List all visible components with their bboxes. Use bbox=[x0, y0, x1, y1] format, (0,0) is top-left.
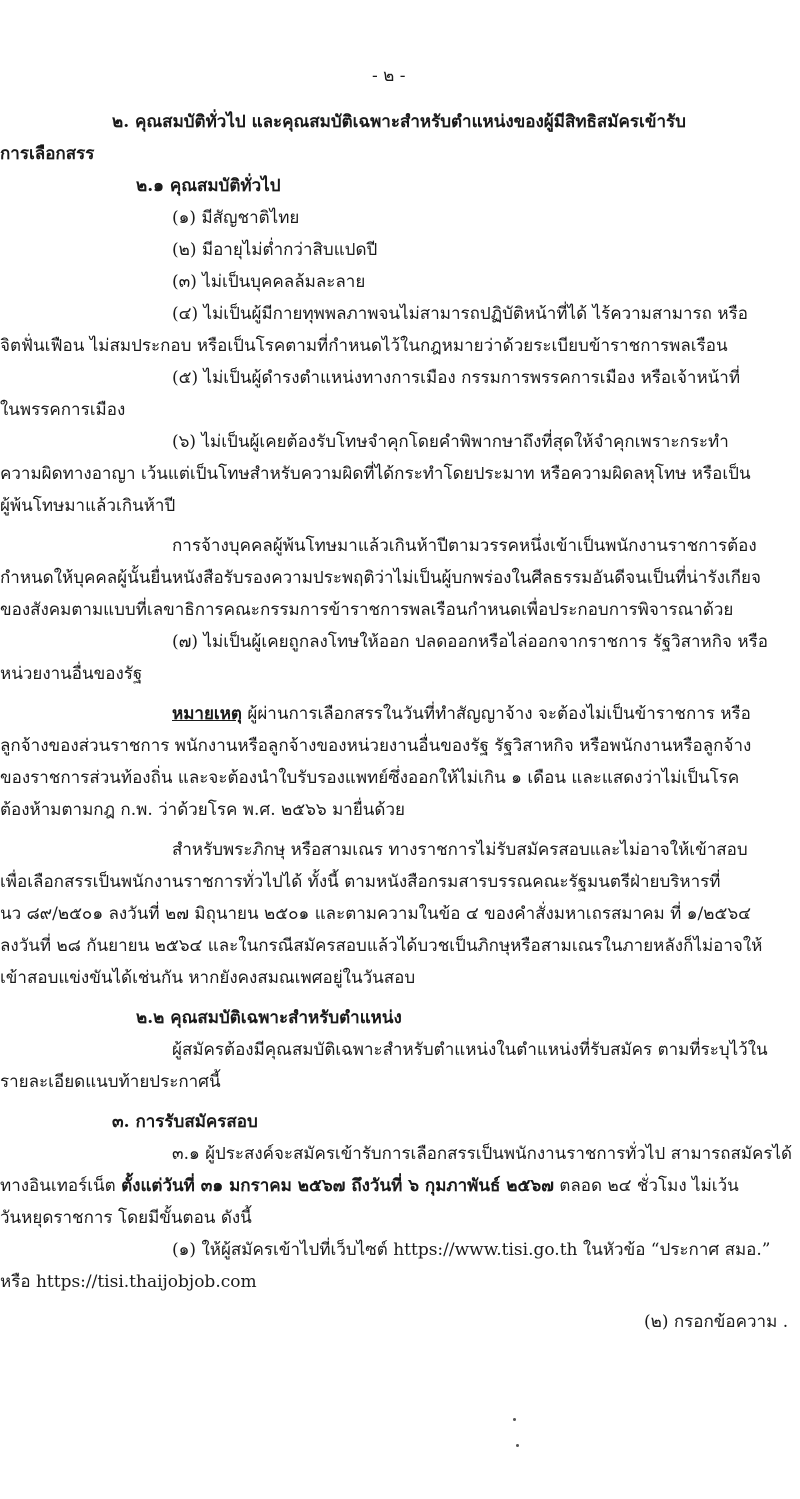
heading-2-line2: การเลือกสรร bbox=[0, 144, 95, 164]
remark-line3: ของราชการส่วนท้องถิ่น และจะต้องนำใบรับรองแพทย์ซึ่งออกให้ไม่เกิน ๑ เดือน และแสดงว่าไม่เป็นโรค bbox=[0, 768, 740, 788]
monk-note-line5: เข้าสอบแข่งขันได้เช่นกัน หากยังคงสมณเพศอยู่ในวันสอบ bbox=[0, 968, 416, 988]
employment-note-line3: ของสังคมตามแบบที่เลขาธิการคณะกรรมการข้าราชการพลเรือนกำหนดเพื่อประกอบการพิจารณาด้วย bbox=[0, 600, 734, 620]
qualification-item-5-line2: ในพรรคการเมือง bbox=[0, 400, 126, 420]
monk-note-line1: สำหรับพระภิกษุ หรือสามเณร ทางราชการไม่รับสมัครสอบและไม่อาจให้เข้าสอบ bbox=[172, 840, 748, 860]
step-1-line1: (๑) ให้ผู้สมัครเข้าไปที่เว็บไซต์ https://www.tisi.go.th ในหัวข้อ “ประกาศ สมอ.” bbox=[172, 1240, 771, 1260]
section-3-title: ๓. การรับสมัครสอบ bbox=[112, 1112, 258, 1132]
qualification-item-1: (๑) มีสัญชาติไทย bbox=[172, 208, 300, 228]
application-period: ตั้งแต่วันที่ ๓๑ มกราคม ๒๕๖๗ ถึงวันที่ ๖ กุมภาพันธ์ ๒๕๖๗ bbox=[121, 1176, 554, 1196]
employment-note-line1: การจ้างบุคคลผู้พ้นโทษมาแล้วเกินห้าปีตามวรรคหนึ่งเข้าเป็นพนักงานราชการต้อง bbox=[172, 536, 757, 556]
remark-line1 bbox=[172, 702, 751, 726]
section-3-line2 bbox=[0, 1174, 739, 1198]
qualification-item-2: (๒) มีอายุไม่ต่ำกว่าสิบแปดปี bbox=[172, 240, 378, 260]
step-1-line2: หรือ https://tisi.thaijobjob.com bbox=[0, 1272, 257, 1292]
section-3-line1: ๓.๑ ผู้ประสงค์จะสมัครเข้ารับการเลือกสรรเป็นพนักงานราชการทั่วไป สามารถสมัครได้ bbox=[172, 1144, 792, 1164]
qualification-item-3: (๓) ไม่เป็นบุคคลล้มละลาย bbox=[172, 272, 366, 292]
heading-2-line1: ๒. คุณสมบัติทั่วไป และคุณสมบัติเฉพาะสำหรับตำแหน่งของผู้มีสิทธิสมัครเข้ารับ bbox=[112, 112, 686, 132]
section-2-2-line2: รายละเอียดแนบท้ายประกาศนี้ bbox=[0, 1072, 221, 1092]
page-number: - ๒ - bbox=[372, 66, 406, 86]
qualification-item-7-line1: (๗) ไม่เป็นผู้เคยถูกลงโทษให้ออก ปลดออกหรือไล่ออกจากราชการ รัฐวิสาหกิจ หรือ bbox=[172, 632, 768, 652]
qualification-item-4-line1: (๔) ไม่เป็นผู้มีกายทุพพลภาพจนไม่สามารถปฏิบัติหน้าที่ได้ ไร้ความสามารถ หรือ bbox=[172, 304, 748, 324]
continuation-text: (๒) กรอกข้อความ . bbox=[644, 1312, 789, 1332]
qualification-item-5-line1: (๕) ไม่เป็นผู้ดำรงตำแหน่งทางการเมือง กรรมการพรรคการเมือง หรือเจ้าหน้าที่ bbox=[172, 368, 741, 388]
monk-note-line2: เพื่อเลือกสรรเป็นพนักงานราชการทั่วไปได้ ทั้งนี้ ตามหนังสือกรมสารบรรณคณะรัฐมนตรีฝ่ายบริหารที่ bbox=[0, 872, 721, 892]
scan-speck bbox=[516, 1444, 519, 1447]
section-2-1-title: ๒.๑ คุณสมบัติทั่วไป bbox=[136, 176, 281, 196]
section-3-line2-start: ทางอินเทอร์เน็ต bbox=[0, 1176, 122, 1196]
section-3-line3: วันหยุดราชการ โดยมีขั้นตอน ดังนี้ bbox=[0, 1208, 252, 1228]
remark-line1-text: ผู้ผ่านการเลือกสรรในวันที่ทำสัญญาจ้าง จะต้องไม่เป็นข้าราชการ หรือ bbox=[241, 704, 751, 724]
section-3-line2-end: ตลอด ๒๔ ชั่วโมง ไม่เว้น bbox=[553, 1176, 739, 1196]
remark-line4: ต้องห้ามตามกฎ ก.พ. ว่าด้วยโรค พ.ศ. ๒๕๖๖ มายื่นด้วย bbox=[0, 800, 405, 820]
qualification-item-4-line2: จิตฟั่นเฟือน ไม่สมประกอบ หรือเป็นโรคตามที่กำหนดไว้ในกฎหมายว่าด้วยระเบียบข้าราชการพลเรือน bbox=[0, 336, 728, 356]
scan-speck bbox=[513, 1418, 516, 1421]
remark-line2: ลูกจ้างของส่วนราชการ พนักงานหรือลูกจ้างของหน่วยงานอื่นของรัฐ รัฐวิสาหกิจ หรือพนักงานหรือลูกจ้าง bbox=[0, 736, 752, 756]
section-2-2-line1: ผู้สมัครต้องมีคุณสมบัติเฉพาะสำหรับตำแหน่งในตำแหน่งที่รับสมัคร ตามที่ระบุไว้ใน bbox=[172, 1040, 768, 1060]
monk-note-line3: นว ๘๙/๒๕๐๑ ลงวันที่ ๒๗ มิถุนายน ๒๕๐๑ และตามความในข้อ ๔ ของคำสั่งมหาเถรสมาคม ที่ ๑/๒๕๖๔ bbox=[0, 904, 751, 924]
qualification-item-6-line2: ความผิดทางอาญา เว้นแต่เป็นโทษสำหรับความผิดที่ได้กระทำโดยประมาท หรือความผิดลหุโทษ หรือเป็น bbox=[0, 464, 751, 484]
employment-note-line2: กำหนดให้บุคคลผู้นั้นยื่นหนังสือรับรองความประพฤติว่าไม่เป็นผู้บกพร่องในศีลธรรมอันดีจนเป็นที่น่ารังเกียจ bbox=[0, 568, 761, 588]
qualification-item-6-line1: (๖) ไม่เป็นผู้เคยต้องรับโทษจำคุกโดยคำพิพากษาถึงที่สุดให้จำคุกเพราะกระทำ bbox=[172, 432, 729, 452]
qualification-item-7-line2: หน่วยงานอื่นของรัฐ bbox=[0, 664, 143, 684]
remark-label: หมายเหตุ bbox=[172, 704, 242, 724]
section-2-2-title: ๒.๒ คุณสมบัติเฉพาะสำหรับตำแหน่ง bbox=[136, 1008, 402, 1028]
monk-note-line4: ลงวันที่ ๒๘ กันยายน ๒๕๖๔ และในกรณีสมัครสอบแล้วได้บวชเป็นภิกษุหรือสามเณรในภายหลังก็ไม่อาจให้ bbox=[0, 936, 763, 956]
qualification-item-6-line3: ผู้พ้นโทษมาแล้วเกินห้าปี bbox=[0, 496, 176, 516]
